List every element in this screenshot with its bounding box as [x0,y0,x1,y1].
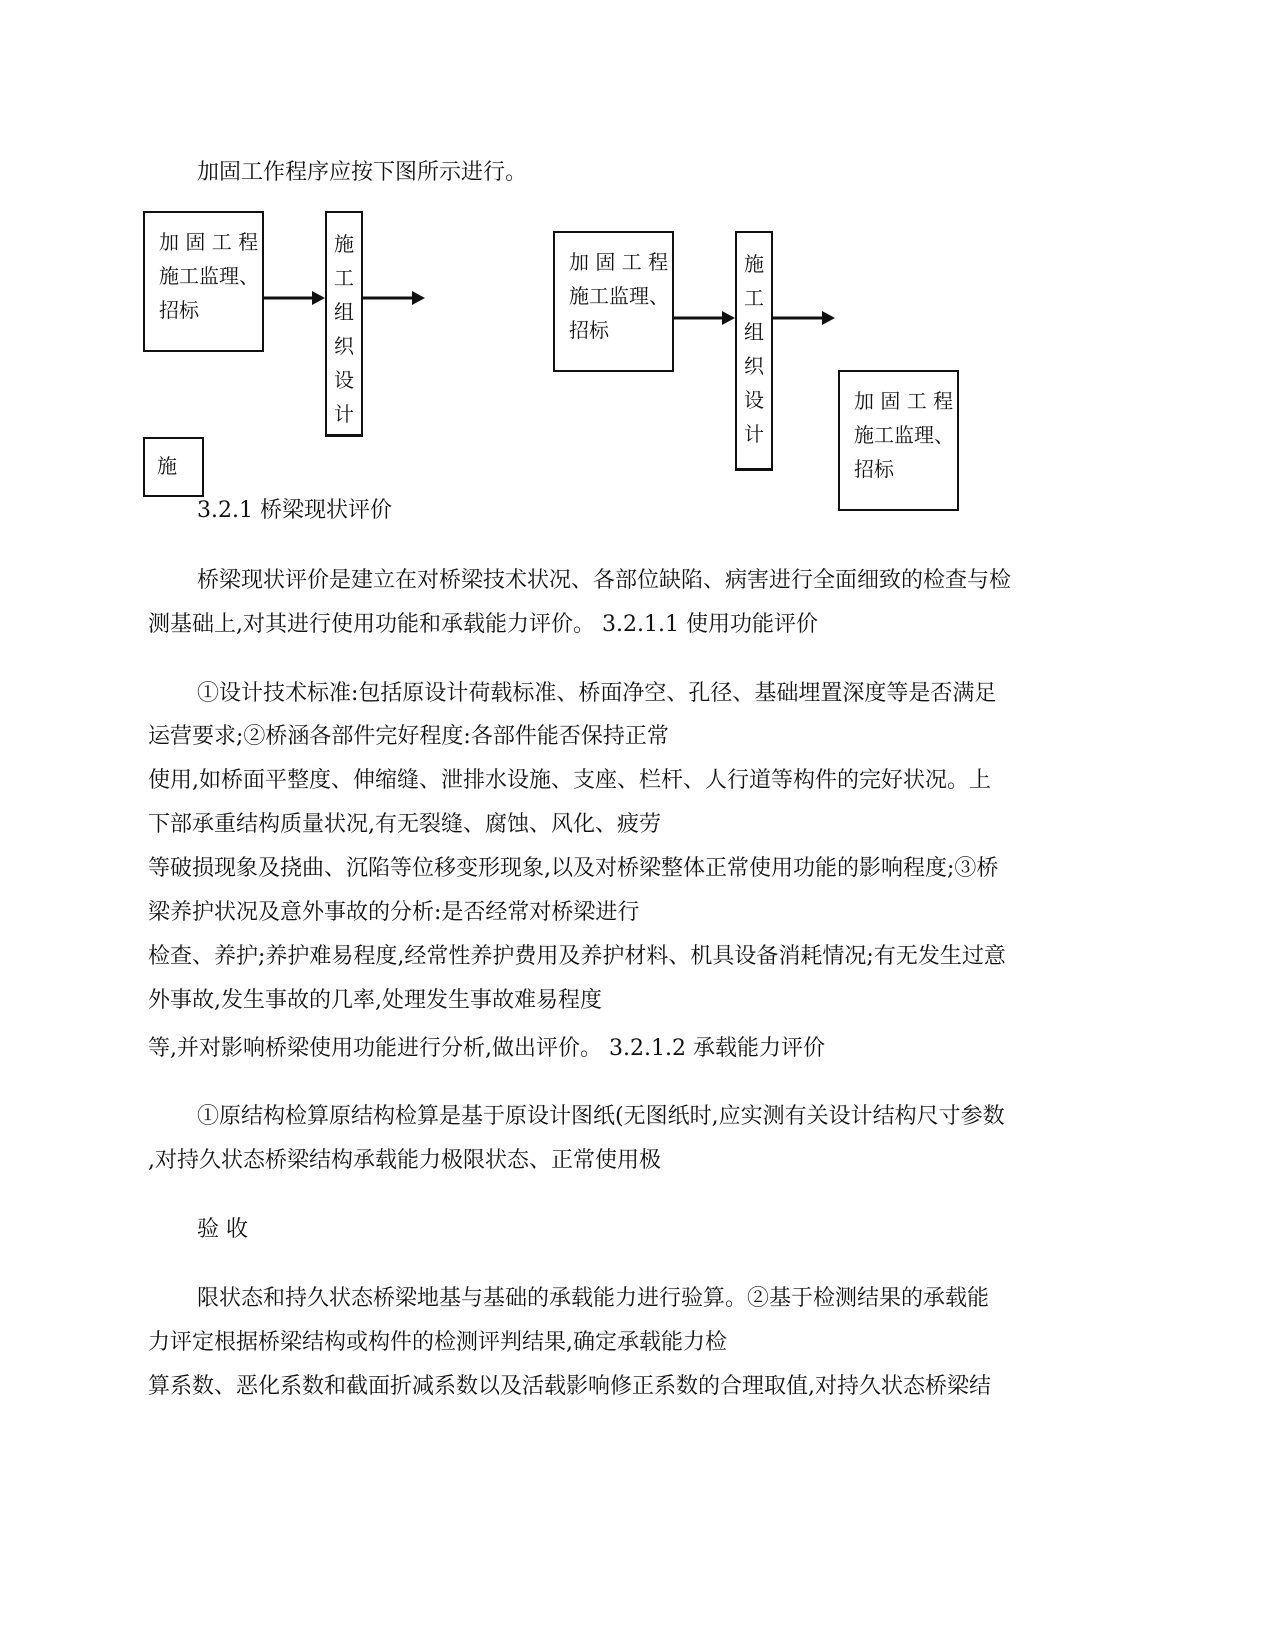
vertical-char: 组 [744,320,764,344]
paragraph-line: ①设计技术标准:包括原设计荷载标准、桥面净空、孔径、基础埋置深度等是否满足 [197,681,997,706]
box-line: 招标 [569,318,609,342]
arrow-icon [674,311,735,325]
flow-arrows [0,205,1275,458]
arrow-icon [264,291,325,305]
paragraph-line: 算系数、恶化系数和截面折减系数以及活载影响修正系数的合理取值,对持久状态桥梁结 [148,1374,991,1399]
arrow-icon [363,291,425,305]
paragraph-line: 测基础上,对其进行使用功能和承载能力评价。 3.2.1.1 使用功能评价 [148,612,818,637]
paragraph-line: 等破损现象及挠曲、沉陷等位移变形现象,以及对桥梁整体正常使用功能的影响程度;③桥 [148,856,999,881]
box-line: 施 [157,454,177,478]
box-line: 加 固 工 程 [854,389,954,413]
vertical-char: 计 [744,422,764,446]
vertical-char: 设 [744,388,764,412]
acceptance-label: 验 收 [197,1217,248,1242]
flowchart [0,205,1275,481]
vertical-char: 设 [334,368,354,392]
box-line: 施工监理、 [854,423,954,447]
paragraph-line: 运营要求;②桥涵各部件完好程度:各部件能否保持正常 [148,724,669,749]
arrow-icon [773,311,835,325]
paragraph-line: 等,并对影响桥梁使用功能进行分析,做出评价。 3.2.1.2 承载能力评价 [148,1036,825,1061]
box-line: 招标 [159,298,199,322]
vertical-char: 施 [334,232,354,256]
vertical-char: 织 [744,354,764,378]
box-line: 施工监理、 [159,264,259,288]
vertical-char: 计 [334,402,354,426]
vertical-char: 织 [334,334,354,358]
box-line: 加 固 工 程 [159,230,259,254]
box-line: 施工监理、 [569,284,669,308]
paragraph-line: 桥梁现状评价是建立在对桥梁技术状况、各部位缺陷、病害进行全面细致的检查与检 [197,568,1012,593]
paragraph-line: ,对持久状态桥梁结构承载能力极限状态、正常使用极 [148,1148,661,1173]
vertical-char: 组 [334,300,354,324]
box-line: 加 固 工 程 [569,250,669,274]
paragraph-line: 力评定根据桥梁结构或构件的检测评判结果,确定承载能力检 [148,1330,727,1355]
paragraph-line: 使用,如桥面平整度、伸缩缝、泄排水设施、支座、栏杆、人行道等构件的完好状况。上 [148,768,991,793]
vertical-char: 工 [744,286,764,310]
paragraph-line: 检查、养护;养护难易程度,经常性养护费用及养护材料、机具设备消耗情况;有无发生过意 [148,944,1006,969]
paragraph-line: 梁养护状况及意外事故的分析:是否经常对桥梁进行 [148,900,640,925]
vertical-char: 施 [744,252,764,276]
paragraph-line: ①原结构检算原结构检算是基于原设计图纸(无图纸时,应实测有关设计结构尺寸参数 [197,1104,1005,1129]
intro-text: 加固工作程序应按下图所示进行。 [197,160,528,185]
paragraph-line: 限状态和持久状态桥梁地基与基础的承载能力进行验算。②基于检测结果的承载能 [197,1286,990,1311]
section-heading: 3.2.1 桥梁现状评价 [197,498,392,523]
paragraph-line: 下部承重结构质量状况,有无裂缝、腐蚀、风化、疲劳 [148,812,661,837]
paragraph-line: 外事故,发生事故的几率,处理发生事故难易程度 [148,988,602,1013]
box-line: 招标 [854,457,894,481]
vertical-char: 工 [334,266,354,290]
